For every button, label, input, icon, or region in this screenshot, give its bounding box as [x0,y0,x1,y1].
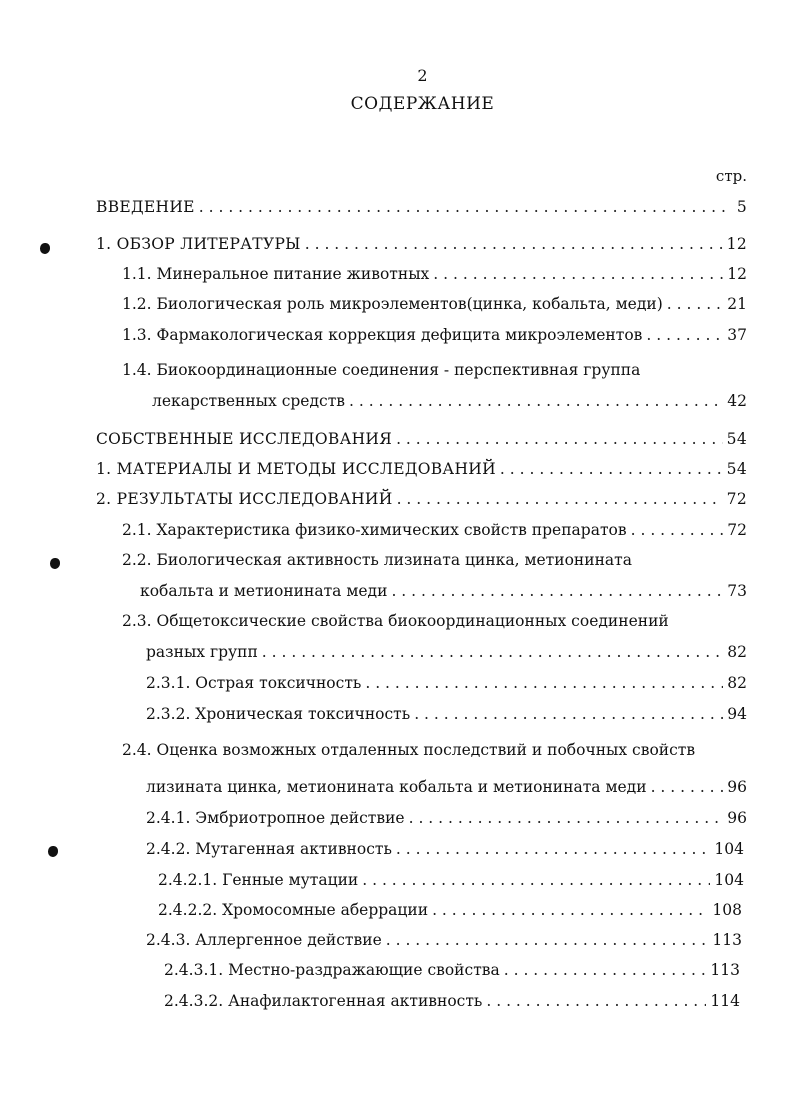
dot-leader [651,776,724,798]
toc-entry-page: 54 [726,430,747,448]
dot-leader [414,703,723,725]
toc-entry-title: ВВЕДЕНИЕ [96,198,195,216]
toc-entry[interactable] [122,324,747,346]
toc-entry[interactable] [146,672,747,694]
page-title: СОДЕРЖАНИЕ [350,94,495,114]
toc-entry-title-continued: лизината цинка, метионината кобальта и метионината меди [146,778,647,796]
dot-leader [305,233,723,255]
toc-entry[interactable] [146,776,747,798]
toc-entry-title: СОБСТВЕННЫЕ ИССЛЕДОВАНИЯ [96,430,393,448]
toc-entry-title: 2.4.3.1. Местно-раздражающие свойства [164,961,500,979]
toc-entry-page: 73 [727,582,747,600]
toc-entry-title[interactable]: 2.2. Биологическая активность лизината цинка, метионината [122,551,632,569]
toc-entry-title: 2.3.2. Хроническая токсичность [146,705,411,723]
toc-entry[interactable] [158,869,744,891]
toc-entry-title: 2.4.3. Аллергенное действие [146,931,382,949]
toc-entry[interactable] [122,263,747,285]
dot-leader [409,807,724,829]
toc-entry[interactable] [146,641,747,663]
toc-entry-title: 2.4.3.2. Анафилактогенная активность [164,992,483,1010]
toc-entry-title-continued: лекарственных средств [152,392,345,410]
toc-entry-page: 114 [710,992,740,1010]
toc-entry-title: 2.4.2.2. Хромосомные аберрации [158,901,429,919]
dot-leader [397,488,723,510]
toc-entry-title: 2.4.2. Мутагенная активность [146,840,392,858]
dot-leader [646,324,723,346]
toc-entry-title: 1.3. Фармакологическая коррекция дефицита микроэлементов [122,326,643,344]
dot-leader [396,428,723,450]
toc-entry[interactable] [140,580,747,602]
toc-entry-title-continued: кобальта и метионината меди [140,582,388,600]
page-number: 2 [417,66,428,85]
dot-leader [199,196,725,218]
dot-leader [362,869,710,891]
toc-entry-page: 72 [727,521,747,539]
toc-entry[interactable] [164,959,740,981]
toc-entry-page: 21 [727,295,747,313]
toc-entry-title[interactable]: 2.3. Общетоксические свойства биокоординационных соединений [122,612,669,630]
toc-entry-page: 72 [726,490,747,508]
toc-entry-title: 2.1. Характеристика физико-химических свойств препаратов [122,521,627,539]
toc-entry[interactable] [164,990,740,1012]
toc-entry-page: 96 [727,809,747,827]
toc-entry-page: 54 [726,460,747,478]
toc-entry-title: 1. МАТЕРИАЛЫ И МЕТОДЫ ИССЛЕДОВАНИЙ [96,460,496,478]
toc-entry-page: 104 [714,871,744,889]
dot-leader [433,263,723,285]
dot-leader [349,390,723,412]
toc-entry-page: 104 [714,840,744,858]
toc-entry[interactable] [146,929,742,951]
toc-entry[interactable] [158,899,742,921]
toc-entry[interactable] [146,703,747,725]
toc-entry-title-continued: разных групп [146,643,258,661]
dot-leader [386,929,709,951]
dot-leader [631,519,724,541]
toc-entry-page: 113 [710,961,740,979]
toc-entry-page: 82 [727,643,747,661]
toc-entry-page: 94 [727,705,747,723]
toc-entry-title[interactable]: 2.4. Оценка возможных отдаленных последствий и побочных свойств [122,741,696,759]
toc-entry[interactable] [122,519,747,541]
toc-entry-title: 2.3.1. Острая токсичность [146,674,362,692]
toc-entry[interactable] [96,428,747,450]
dot-leader [504,959,707,981]
dot-leader [391,580,723,602]
dot-leader [262,641,723,663]
toc-entry-page: 42 [727,392,747,410]
toc-entry-page: 12 [726,235,747,253]
toc-entry-title: 1.2. Биологическая роль микроэлементов(цинка, кобальта, меди) [122,295,663,313]
toc-entry-title: 1.1. Минеральное питание животных [122,265,430,283]
toc-entry[interactable] [96,458,747,480]
toc-entry[interactable] [96,196,747,218]
toc-entry-title: 2.4.2.1. Генные мутации [158,871,359,889]
dot-leader [396,838,710,860]
toc-entry[interactable] [96,233,747,255]
toc-entry[interactable] [96,488,747,510]
dot-leader [486,990,706,1012]
dot-leader [432,899,708,921]
toc-entry[interactable] [122,293,747,315]
toc-entry-title[interactable]: 1.4. Биокоординационные соединения - перспективная группа [122,361,641,379]
dot-leader [667,293,723,315]
toc-entry-page: 113 [712,931,742,949]
toc-entry-title: 2.4.1. Эмбриотропное действие [146,809,405,827]
toc-entry[interactable] [146,838,744,860]
toc-entry[interactable] [146,807,747,829]
toc-entry-title: 2. РЕЗУЛЬТАТЫ ИССЛЕДОВАНИЙ [96,490,393,508]
toc-entry[interactable] [152,390,747,412]
page-column-label: стр. [715,167,747,185]
toc-entry-page: 37 [727,326,747,344]
toc-entry-title: 1. ОБЗОР ЛИТЕРАТУРЫ [96,235,301,253]
toc-entry-page: 12 [727,265,747,283]
toc-entry-page: 108 [712,901,742,919]
toc-entry-page: 5 [736,198,747,216]
dot-leader [365,672,723,694]
dot-leader [500,458,723,480]
toc-entry-page: 82 [727,674,747,692]
toc-entry-page: 96 [727,778,747,796]
